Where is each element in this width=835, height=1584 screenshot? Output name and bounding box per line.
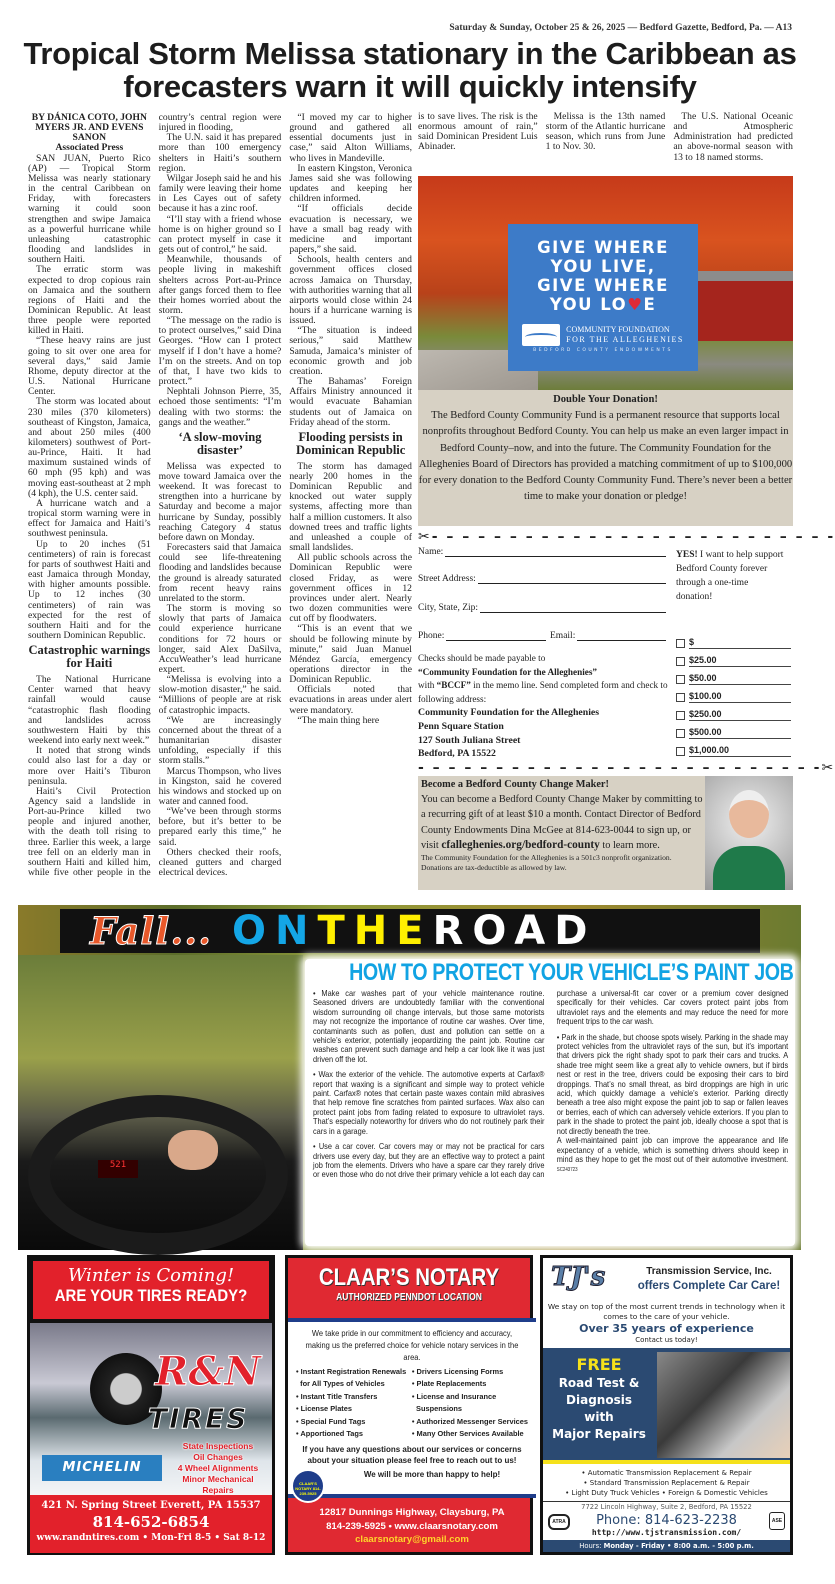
rn-tires-ad <box>27 1255 275 1555</box>
city-field[interactable] <box>418 603 666 613</box>
paint-paragraph: • Park in the shade, but choose spots wisely. Parking in the shade may protect vehicles from the ultraviolet rays of the sun, but it’s important that drivers pick the right shady spot to park their cars and trucks. A shade tree might seem like a great ally to vehicle owners, but if birds nest or rest in the tree, drivers could be exposing their cars to bird droppings. That’s no small threat, as bird droppings are high in uric acid, which quickly damage a vehicle’s exterior. Parking directly beneath a tree also might expose the paint job to sap or fallen leaves or berries, each of which can adversely vehicle exteriors. If you plan to park in the shade to protect the paint job, ideally choose a spot that is not directly beneath the tree. <box>556 1031 789 1136</box>
rn-address: 421 N. Spring Street Everett, PA 15537 <box>41 1500 261 1511</box>
claars-service: • License and Insurance <box>411 1391 497 1401</box>
tj-hours <box>543 1540 790 1552</box>
paragraph: It noted that strong winds could also last for a day or more over Haiti’s Tiburon peninsula. <box>28 745 151 787</box>
paragraph: Wilgar Joseph said he and his family were leaving their home in Les Cayes out of safety because it has a zinc roof. <box>158 172 282 215</box>
amount-option[interactable] <box>676 652 791 670</box>
tj-offer: offers Complete Car Care! <box>637 1280 781 1292</box>
michelin-logo: MICHELIN <box>42 1455 162 1481</box>
claars-email: claarsnotary@gmail.com <box>355 1534 469 1545</box>
tj-service: • Automatic Transmission Replacement & Repair <box>581 1469 752 1477</box>
tj-web[interactable]: http://www.tjstransmission.com/ <box>591 1528 742 1537</box>
services-left <box>296 1366 408 1440</box>
change-end: to learn more. <box>599 839 660 851</box>
amount-label: $25.00 <box>689 655 791 667</box>
tj-free-line: Road Test & <box>558 1376 640 1390</box>
slogan-box <box>508 224 698 371</box>
article-body-part-2 <box>418 112 793 168</box>
director-photo <box>705 776 793 890</box>
paragraph: Officials noted that evacuations in areas under alert were mandatory. <box>289 684 412 716</box>
otr-on: ON <box>231 908 318 954</box>
yes-body: I want to help support Bedford County forever through a one-time donation! <box>676 550 784 602</box>
checkbox[interactable] <box>676 693 685 702</box>
claars-service: • Apportioned Tags <box>296 1429 364 1439</box>
claars-happy: We will be more than happy to help! <box>363 1470 501 1480</box>
claars-questions: If you have any questions about our services or concerns about your situation please feel free to reach out to us! <box>302 1445 522 1466</box>
fall-on-the-road-section <box>18 905 801 1250</box>
slogan <box>508 238 698 314</box>
checks-memo <box>418 679 670 706</box>
amount-label: $50.00 <box>689 673 791 685</box>
tj-logo: TJ's <box>551 1262 606 1292</box>
check-instructions <box>418 652 670 761</box>
paragraph: All public schools across the Dominican Republic were closed Friday, as were government offices in 12 provinces under alert. Nearly two dozen communities were cut off by floodwaters. <box>289 552 412 625</box>
paragraph: The storm has damaged nearly 200 homes in the Dominican Republic and knocked out water supply systems, affecting more than half a million customers. It also downed trees and traffic lights and unleashed a couple of small landslides. <box>289 460 412 554</box>
paragraph: The storm was located about 230 miles (370 kilometers) southeast of Kingston, Jamaica, and about 250 miles (400 kilometers) southwest of Port-au-Prince, Haiti. It had maximum sustained winds of 60 mph (95 kph) and was moving east-southeast at 2 mph (4 kph), the U.S. center said. <box>28 396 151 499</box>
yes-text <box>676 548 786 604</box>
paragraph: “The situation is indeed serious,” said Matthew Samuda, Jamaica’s minister of economic growth and job creation. <box>289 325 412 377</box>
checks-line: Checks should be made payable to <box>418 653 546 663</box>
claars-service: • Many Other Services Available <box>411 1429 524 1439</box>
cut-line-top: ✂- – – – – – – – – – – – – – – – – – – – – – – – – - <box>418 529 835 545</box>
dateline: Saturday & Sunday, October 25 & 26, 2025 — Bedford Gazette, Bedford, Pa. — A13 <box>449 23 792 33</box>
address-line: Community Foundation for the Alleghenies <box>418 707 600 719</box>
tj-service: • Standard Transmission Replacement & Repair <box>583 1479 750 1487</box>
claars-phone-web: 814-239-5925 • www.claarsnotary.com <box>326 1520 498 1532</box>
heart-icon: ♥ <box>627 295 644 314</box>
community-foundation-ad <box>418 176 835 890</box>
paint-article-title: HOW TO PROTECT YOUR VEHICLE’S PAINT JOB <box>349 959 794 986</box>
amount-label: $100.00 <box>689 691 791 703</box>
otr-the: THE <box>317 908 433 954</box>
subheading: Catastrophic warnings for Haiti <box>28 643 151 671</box>
rn-header <box>33 1261 269 1319</box>
rn-service: 4 Wheel Alignments <box>177 1463 259 1473</box>
checks-memo-code: “BCCF” <box>436 680 471 691</box>
paragraph: Melissa was expected to move toward Jamaica over the weekend. It was forecast to strengthen into a hurricane by Saturday and become a major hurricane by Sunday, possibly reaching Category 4 status before dawn on Monday. <box>158 460 282 543</box>
checks-payee: “Community Foundation for the Alleghenies” <box>418 666 597 677</box>
change-maker-box <box>418 776 793 890</box>
claars-service: • Instant Title Transfers <box>296 1391 378 1401</box>
hours-label: Hours: <box>579 1542 604 1550</box>
checks-text: with <box>418 680 437 691</box>
tj-experience: Over 35 years of experience <box>579 1322 754 1335</box>
foundation-logo-icon <box>522 324 560 346</box>
org-line: COMMUNITY FOUNDATION <box>566 325 670 334</box>
paragraph: “The message on the radio is to protect ourselves,” said Dina Georges. “How can I protect myself if I don’t have a home? I’m on the streets. And on top of that, I have two kids to protect.” <box>158 315 282 388</box>
amount-option[interactable] <box>676 706 791 724</box>
paragraph: Others checked their roofs, cleaned gutters and charged electrical devices. <box>158 846 282 879</box>
claars-service: • Instant Registration Renewals <box>296 1367 407 1376</box>
amount-option[interactable] <box>676 688 791 706</box>
amount-option[interactable] <box>676 634 791 652</box>
paragraph: The National Hurricane Center warned that heavy rainfall would cause “catastrophic flash flooding and landslides across southwestern Haiti by this weekend into early next week.” <box>28 674 151 747</box>
field-line[interactable] <box>445 547 666 557</box>
car-interior-photo <box>18 955 303 1250</box>
paragraph: is to save lives. The risk is the enormous amount of rain,” said Dominican President Luis Abinader. <box>418 111 538 153</box>
tj-address: 7722 Lincoln Highway, Suite 2, Bedford, PA 15522 <box>581 1503 752 1511</box>
paint-paragraph <box>557 1136 788 1176</box>
double-donation-box <box>418 390 793 526</box>
change-body: You can become a Bedford County Change Maker by committing to a recurring gift of at least $10 a month. Contact Director of Bedford County Endowments Dina McGee at 814-623-0044 to sign up, or visit <box>421 794 703 851</box>
tj-services <box>543 1468 790 1502</box>
paragraph: “If officials decide evacuation is necessary, we have a small bag ready with medicine and important papers,” she said. <box>289 203 412 256</box>
email-field[interactable] <box>550 631 666 641</box>
amount-label: $500.00 <box>689 727 791 739</box>
paragraph: The U.N. said it has prepared more than 100 emergency shelters in Haiti’s southern region. <box>158 132 282 174</box>
tj-phone: Phone: 814-623-2238 <box>596 1513 737 1528</box>
paragraph: In eastern Kingston, Veronica James said she was following updates and keeping her children informed. <box>289 162 412 205</box>
claars-service: • License Plates <box>296 1404 352 1414</box>
paragraph: “I moved my car to higher ground and gathered all essential documents just in case,” said Alton Williams, who lives in Mandeville. <box>289 112 412 164</box>
mailing-address <box>418 706 670 760</box>
foundation-name <box>566 325 684 345</box>
claars-footer <box>288 1506 536 1547</box>
on-the-road-title <box>232 908 596 954</box>
tj-inner <box>543 1258 790 1552</box>
field-line[interactable] <box>577 631 666 641</box>
claars-seal-logo: CLAAR’S NOTARY 814-239-5925 <box>291 1469 325 1503</box>
amount-option[interactable] <box>676 724 791 742</box>
paragraph: Schools, health centers and government offices closed across Jamaica on Thursday, with authorities warning that all airports would close within 24 hours if a hurricane warning is issued. <box>289 254 412 327</box>
paragraph: “We’ve been through storms before, but it’s better to be prepared early this time,” he said. <box>158 806 282 848</box>
donation-amounts <box>676 634 791 760</box>
claars-notary-ad <box>285 1255 533 1555</box>
claars-service: • Plate Replacements <box>411 1379 487 1389</box>
ad-code: SC243723 <box>556 1167 578 1174</box>
claars-service: • Drivers Licensing Forms <box>411 1367 504 1376</box>
paragraph: The storm is moving so slowly that parts of Jamaica could experience hurricane conditions for 72 hours or longer, said Alex DaSilva, AccuWeather’s lead hurricane expert. <box>158 603 282 675</box>
subheading: ‘A slow-moving disaster’ <box>178 429 262 457</box>
slogan-text: E <box>643 295 657 314</box>
claars-inner <box>288 1258 530 1552</box>
amount-label: $ <box>689 637 791 649</box>
paint-text: A well-maintained paint job can improve the appearance and life expectancy of a vehicle, which is something drivers should keep in mind as they hope to get the most out of their automotive investment. <box>556 1135 789 1164</box>
slogan-text: YOU LO <box>549 295 628 314</box>
field-label: Phone: <box>418 631 445 641</box>
paragraph: Nephtali Johnson Pierre, 35, echoed those sentiments: “I’m dealing with two storms: the gangs and the weather.” <box>158 386 282 428</box>
paragraph: “Melissa is evolving into a slow-motion disaster,” he said. “Millions of people are at risk of catastrophic impacts. <box>158 674 282 716</box>
slogan-line: YOU LIVE, <box>550 257 656 276</box>
checkbox[interactable] <box>676 675 685 684</box>
amount-option[interactable] <box>676 742 791 760</box>
field-line[interactable] <box>478 574 666 584</box>
rn-ready: ARE YOUR TIRES READY? <box>54 1286 248 1305</box>
claars-intro: We take pride in our commitment to efficiency and accuracy, making us the preferred choice for vehicle notary services in the area. <box>305 1329 519 1362</box>
tj-free-offer <box>543 1356 655 1443</box>
paint-paragraph: • Wax the exterior of the vehicle. The automotive experts at Carfax® report that waxing is a significant and simple way to protect vehicle paint. Carfax® notes that certain paste waxes contain mild abrasives that help remove fine scratches from painted surfaces. Wax also can protect paint jobs from fading related to exposure to ultraviolet rays. That’s especially noteworthy for drivers who do not routinely park their cars in a garage. <box>313 1069 545 1136</box>
rn-tires-word: TIRES <box>148 1402 249 1435</box>
amount-label: $1,000.00 <box>689 745 791 757</box>
checkbox[interactable] <box>676 657 685 666</box>
subheading: Flooding persists in Dominican Republic <box>295 429 406 457</box>
paragraph: Haiti’s Civil Protection Agency said a landslide in Port-au-Prince killed two people and injured another, with the death toll rising to three. Earlier this week, a large tree fell on an elderly man in southern Haiti and killed him, while five other people in the country’s central region were injured in flooding, <box>28 112 282 879</box>
article-body-part-1 <box>28 113 412 893</box>
scissors-icon: ✂ <box>418 529 432 545</box>
rn-snow-scene <box>30 1323 272 1495</box>
paint-paragraph: • Make car washes part of your vehicle maintenance routine. Seasoned drivers are undoubtedly familiar with the conventional wisdom surrounding oil change intervals, but those same motorists may not recognize the importance of routine car washes. Over time, contaminants such as pollen, dust and pollution can settle on a vehicle’s exterior, potentially jeopardizing the paint job. Routine car washes can prevent such damage and help a car look like it was just driven off the lot. <box>313 988 545 1064</box>
dashboard-display: 521 <box>98 1160 138 1178</box>
paragraph: Meanwhile, thousands of people living in makeshift shelters across Port-au-Prince after gangs forced them to flee their homes worried about the storm. <box>158 254 282 316</box>
cut-line-bottom: - – – – – – – – – – – – – – – – – – – – – – – – – -✂ <box>418 760 835 776</box>
services-right <box>412 1366 528 1440</box>
photo-body <box>713 846 785 890</box>
rn-phone: 814-652-6854 <box>92 1513 210 1531</box>
otr-road: ROAD <box>432 908 597 954</box>
paragraph: “These heavy rains are just going to sit over one area for several days,” said Jamie Rhome, deputy director at the U.S. National Hurricane Center. <box>28 335 151 398</box>
field-line[interactable] <box>480 603 666 613</box>
paragraph: Up to 20 inches (51 centimeters) of rain is forecast for parts of southwest Haiti and east Jamaica through Monday, with higher amounts possible. Up to 12 inches (30 centimeters) of rain was expected for the rest of southern Haiti and for the southern Dominican Republic. <box>28 538 151 641</box>
ase-logo: ASE <box>769 1512 785 1530</box>
slogan-line: GIVE WHERE <box>537 276 669 295</box>
scissors-icon: ✂ <box>821 760 835 776</box>
paragraph: Forecasters said that Jamaica could see life-threatening flooding and landslides because the ground is already saturated from recent heavy rains unrelated to the storm. <box>158 542 282 604</box>
yes-bold: YES! <box>676 550 698 560</box>
paint-paragraph: • Use a car cover. Car covers may or may not be practical for cars drivers use every day, but they are an effective way to protect a paint job from the elements. Drivers who have a spare car they rarely drive or even those who do not drive their primary vehicle a lot each day can purchase a universal-fit car cover or a premium cover designed specifically for their vehicles. Car covers protect paint jobs from ultraviolet rays and the elements and may reduce the need for more frequent trips to the car wash. <box>313 988 789 1180</box>
org-line: FOR THE ALLEGHENIES <box>566 335 684 344</box>
address-line: 127 South Juliana Street <box>418 734 521 746</box>
claars-body <box>288 1318 536 1498</box>
foundation-url[interactable]: cfalleghenies.org/bedford-county <box>441 838 600 851</box>
foundation-logo <box>508 324 698 346</box>
claars-title: CLAAR’S NOTARY <box>318 1264 500 1291</box>
field-line[interactable] <box>446 631 546 641</box>
tjs-transmission-ad <box>540 1255 793 1555</box>
address-line: Bedford, PA 15522 <box>418 748 496 760</box>
field-label: Email: <box>550 631 576 641</box>
paragraph: Marcus Thompson, who lives in Kingston, said he covered his windows and stocked up on water and canned food. <box>158 765 282 807</box>
org-sub: BEDFORD COUNTY ENDOWMENTS <box>533 348 673 353</box>
engine-photo <box>657 1352 790 1458</box>
field-label: Street Address: <box>418 574 476 584</box>
hand-image <box>168 1130 218 1170</box>
fine-print: The Community Foundation for the Alleghenies is a 501c3 nonprofit organization. Donations are tax-deductible as allowed by law. <box>421 853 672 873</box>
phone-field[interactable] <box>418 631 546 641</box>
paragraph: SAN JUAN, Puerto Rico (AP) — Tropical Storm Melissa was nearly stationary in the central Caribbean on Friday, with forecasters warning it could soon strengthen and swipe Jamaica as a powerful hurricane while unleashing catastrophic flooding and landslides in southern Haiti. <box>28 152 151 266</box>
paragraph: “This is an event that we should be following minute by minute,” said Juan Manuel Méndez García, emergency operations director in the Dominican Republic. <box>289 623 412 686</box>
field-label: Name: <box>418 547 444 557</box>
change-maker-text <box>421 777 703 873</box>
checkbox[interactable] <box>676 747 685 756</box>
amount-option[interactable] <box>676 670 791 688</box>
change-title: Become a Bedford County Change Maker! <box>421 779 609 790</box>
amount-label: $250.00 <box>689 709 791 721</box>
slogan-line <box>508 295 698 314</box>
tj-service: • Light Duty Truck Vehicles • Foreign & Domestic Vehicles <box>565 1489 768 1497</box>
double-title: Double Your Donation! <box>553 394 658 405</box>
tj-free-panel <box>543 1348 790 1464</box>
paint-job-article <box>305 959 795 1246</box>
hours-value: Monday - Friday • 8:00 a.m. - 5:00 p.m. <box>603 1542 754 1550</box>
paragraph: The Bahamas’ Foreign Affairs Ministry announced it would evacuate Bahamian students out of Jamaica on Friday ahead of the storm. <box>289 376 412 428</box>
tj-contact: Contact us today! <box>635 1336 698 1344</box>
rn-services <box>168 1441 268 1496</box>
claars-service: Suspensions <box>411 1404 463 1414</box>
rn-web: www.randntires.com • Mon-Fri 8-5 • Sat 8-12 <box>36 1533 266 1543</box>
paint-article-body <box>313 989 788 1181</box>
tj-intro: We stay on top of the most current trends in technology when it comes to the care of your vehicle. <box>547 1302 786 1321</box>
fall-word: Fall... <box>90 909 212 953</box>
paragraph: “The main thing here <box>297 714 380 726</box>
rn-service: State Inspections <box>182 1441 254 1451</box>
claars-service: • Authorized Messenger Services <box>411 1416 528 1426</box>
checkbox[interactable] <box>676 729 685 738</box>
tj-free-line: with <box>584 1410 614 1424</box>
checks-text: in the memo line. Send completed form and check to following address: <box>418 680 668 704</box>
double-body: The Bedford County Community Fund is a permanent resource that supports local nonprofits throughout Bedford County. You can help us make an even larger impact in Bedford County–now, and into the future. The Community Foundation for the Alleghenies Board of Directors has provided a matching commitment of up to $100,000 for every donation to the Bedford County Community Fund. There’s never been a better time to make your donation or pledge! <box>418 410 793 503</box>
claars-service: • Special Fund Tags <box>296 1416 366 1426</box>
rn-logo: R&N <box>155 1348 261 1395</box>
street-field[interactable] <box>418 574 666 584</box>
tj-free-line: Major Repairs <box>552 1427 646 1441</box>
rn-winter: Winter is Coming! <box>67 1265 235 1286</box>
field-label: City, State, Zip: <box>418 603 479 613</box>
covered-bridge-image <box>698 271 793 341</box>
paragraph: “I’ll stay with a friend whose home is on higher ground so I can protect myself in case it gets out of control,” he said. <box>158 213 282 256</box>
tj-name: Transmission Service, Inc. <box>646 1266 772 1277</box>
rn-service: Oil Changes <box>193 1452 243 1462</box>
byline: Associated Press <box>55 142 124 154</box>
tj-free-line: Diagnosis <box>566 1393 632 1407</box>
paragraph: The erratic storm was expected to drop copious rain on Jamaica and the southern regions of Haiti and the Dominican Republic. At least three people were reported killed in Haiti. <box>28 264 151 337</box>
claars-services <box>288 1366 536 1440</box>
atra-logo: ATRA <box>548 1514 570 1530</box>
tj-free: FREE <box>576 1355 622 1374</box>
paragraph: A hurricane watch and a tropical storm warning were in effect for Jamaica and Haiti’s southwest peninsula. <box>28 497 151 540</box>
checkbox[interactable] <box>676 711 685 720</box>
steering-wheel-image <box>28 1095 288 1255</box>
byline: BY DÁNICA COTO, JOHN MYERS JR. AND EVENS SANON <box>31 112 147 144</box>
paragraph: The U.S. National Oceanic and Atmospheric Administration had predicted an above-normal season with 13 to 18 named storms. <box>673 111 793 163</box>
rn-service: Minor Mechanical Repairs <box>182 1474 254 1495</box>
paragraph: “We are increasingly concerned about the threat of a humanitarian disaster unfolding, especially if this storm stalls.” <box>158 714 282 767</box>
paragraph: Melissa is the 13th named storm of the Atlantic hurricane season, which runs from June 1 to Nov. 30. <box>545 111 666 153</box>
name-field[interactable] <box>418 547 666 557</box>
address-line: Penn Square Station <box>418 720 504 732</box>
photo-face <box>729 790 769 838</box>
slogan-line: GIVE WHERE <box>537 238 669 257</box>
fall-banner <box>60 909 760 953</box>
claars-subtitle: AUTHORIZED PENNDOT LOCATION <box>336 1292 482 1303</box>
rn-footer <box>30 1495 272 1553</box>
claars-address: 12817 Dunnings Highway, Claysburg, PA <box>319 1507 505 1518</box>
claars-service: for All Types of Vehicles <box>296 1379 385 1389</box>
headline: Tropical Storm Melissa stationary in the Caribbean as forecasters warn it will quickly intensify <box>23 36 797 104</box>
checkbox[interactable] <box>676 639 685 648</box>
